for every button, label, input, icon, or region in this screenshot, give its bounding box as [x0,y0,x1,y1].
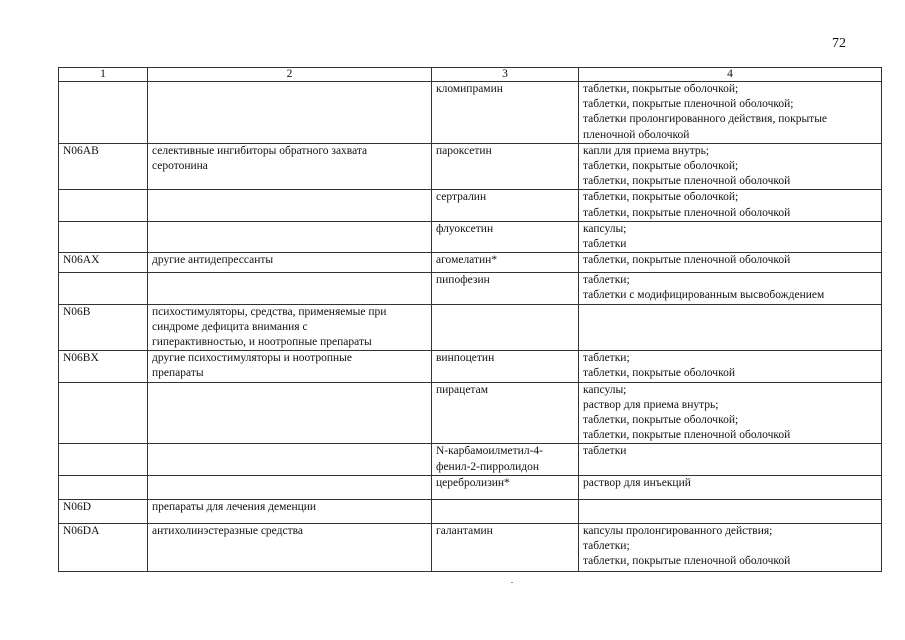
drug-name-cell [432,351,579,382]
dosage-forms-cell [579,382,882,444]
atc-code-cell: N06AB [59,143,148,190]
drug-name-cell-line: агомелатин* [436,254,498,267]
table-row [59,351,882,382]
drug-name-cell-line: кломипрамин [436,83,503,95]
atc-code-cell [59,444,148,475]
drug-table [58,67,882,572]
drug-name-cell-line: пипофезин [436,274,490,287]
dosage-forms-cell [579,190,882,221]
table-row [59,382,882,444]
scan-speck [511,582,513,583]
group-name-cell [148,351,432,382]
table-row [59,82,882,144]
drug-name-cell [432,143,579,190]
atc-code-cell: N06D [59,499,148,523]
dosage-forms-cell-line: таблетки, покрытые пленочной оболочкой; [583,98,794,111]
drug-name-cell [432,499,579,523]
atc-code-cell [59,82,148,144]
dosage-forms-cell-line: таблетки, покрытые пленочной оболочкой [583,429,791,442]
drug-name-cell [432,190,579,221]
drug-name-cell-line: церебролизин* [436,476,510,489]
dosage-forms-cell [579,253,882,273]
table-row [59,190,882,221]
drug-name-cell [432,475,579,499]
table-row [59,304,882,351]
group-name-cell [148,382,432,444]
dosage-forms-cell-line: таблетки, покрытые оболочкой; [583,160,739,173]
table-row [59,221,882,252]
dosage-forms-cell-line: таблетки пролонгированного действия, покрытые [583,113,828,126]
group-name-cell [148,523,432,571]
drug-name-cell-line: сертралин [436,191,487,204]
table-row [59,523,882,571]
drug-name-cell [432,82,579,144]
dosage-forms-cell-line: таблетки, покрытые пленочной оболочкой [583,175,791,188]
dosage-forms-cell-line: таблетки; [583,540,630,553]
dosage-forms-cell [579,444,882,475]
drug-name-cell-line: винпоцетин [436,352,495,365]
drug-name-cell [432,444,579,475]
group-name-cell [148,273,432,304]
atc-code-cell: N06B [59,304,148,351]
dosage-forms-cell-line: таблетки, покрытые пленочной оболочкой [583,254,791,267]
dosage-forms-cell-line: раствор для приема внутрь; [583,398,719,411]
group-name-cell [148,499,432,523]
dosage-forms-cell-line: таблетки, покрытые оболочкой; [583,83,739,95]
atc-code-cell [59,382,148,444]
atc-code-cell [59,273,148,304]
dosage-forms-cell-line: таблетки [583,445,627,458]
table-row [59,499,882,523]
drug-name-cell [432,273,579,304]
dosage-forms-cell-line: таблетки [583,238,627,251]
dosage-forms-cell-line: таблетки, покрытые оболочкой; [583,191,739,204]
table-row [59,475,882,499]
dosage-forms-cell [579,499,882,523]
atc-code-cell [59,221,148,252]
dosage-forms-cell-line: пленочной оболочкой [583,128,690,141]
dosage-forms-cell [579,351,882,382]
group-name-cell [148,143,432,190]
drug-name-cell-line: флуоксетин [436,222,494,235]
dosage-forms-cell-line: таблетки с модифицированным высвобождением [583,289,825,302]
drug-name-cell-line: N-карбамоилметил-4- [436,445,543,458]
group-name-cell-line: препараты для лечения деменции [152,500,317,513]
group-name-cell-line: другие антидепрессанты [152,254,274,267]
atc-code-cell [59,475,148,499]
group-name-cell-line: гиперактивностью, и ноотропные препараты [152,336,372,349]
drug-name-cell [432,253,579,273]
drug-name-cell-line: пароксетин [436,144,492,157]
drug-name-cell-line: галантамин [436,524,493,537]
drug-name-cell [432,382,579,444]
table-row [59,273,882,304]
atc-code-cell: N06AX [59,253,148,273]
atc-code-cell [59,190,148,221]
drug-name-cell-line: фенил-2-пирролидон [436,460,540,473]
header-col-4: 4 [579,68,882,82]
group-name-cell-line: синдроме дефицита внимания с [152,320,308,333]
header-col-3: 3 [432,68,579,82]
group-name-cell [148,475,432,499]
group-name-cell-line: антихолинэстеразные средства [152,524,303,537]
dosage-forms-cell-line: капсулы; [583,383,627,396]
atc-code-cell: N06DA [59,523,148,571]
dosage-forms-cell-line: таблетки; [583,274,630,287]
group-name-cell [148,190,432,221]
dosage-forms-cell-line: таблетки, покрытые пленочной оболочкой [583,206,791,219]
dosage-forms-cell [579,82,882,144]
dosage-forms-cell [579,221,882,252]
dosage-forms-cell [579,304,882,351]
group-name-cell [148,444,432,475]
dosage-forms-cell-line: таблетки, покрытые оболочкой [583,367,735,380]
dosage-forms-cell-line: капли для приема внутрь; [583,144,710,157]
table-row [59,444,882,475]
table-body [59,82,882,572]
dosage-forms-cell-line: раствор для инъекций [583,476,691,489]
header-col-2: 2 [148,68,432,82]
group-name-cell-line: другие психостимуляторы и ноотропные [152,352,352,365]
drug-name-cell [432,523,579,571]
drug-name-cell [432,304,579,351]
header-row [59,68,882,82]
group-name-cell-line: психостимуляторы, средства, применяемые при [152,305,387,318]
dosage-forms-cell-line: капсулы пролонгированного действия; [583,524,773,537]
dosage-forms-cell [579,273,882,304]
group-name-cell [148,221,432,252]
group-name-cell [148,304,432,351]
group-name-cell [148,253,432,273]
page-number: 72 [832,36,846,51]
group-name-cell [148,82,432,144]
dosage-forms-cell [579,523,882,571]
drug-name-cell [432,221,579,252]
dosage-forms-cell [579,475,882,499]
table-row [59,253,882,273]
header-col-1: 1 [59,68,148,82]
table-row [59,143,882,190]
dosage-forms-cell-line: таблетки; [583,352,630,365]
dosage-forms-cell-line: таблетки, покрытые пленочной оболочкой [583,555,791,568]
atc-code-cell: N06BX [59,351,148,382]
dosage-forms-cell-line: капсулы; [583,222,627,235]
group-name-cell-line: препараты [152,367,204,380]
dosage-forms-cell-line: таблетки, покрытые оболочкой; [583,414,739,427]
dosage-forms-cell [579,143,882,190]
group-name-cell-line: серотонина [152,160,208,173]
drug-name-cell-line: пирацетам [436,383,488,396]
group-name-cell-line: селективные ингибиторы обратного захвата [152,144,368,157]
